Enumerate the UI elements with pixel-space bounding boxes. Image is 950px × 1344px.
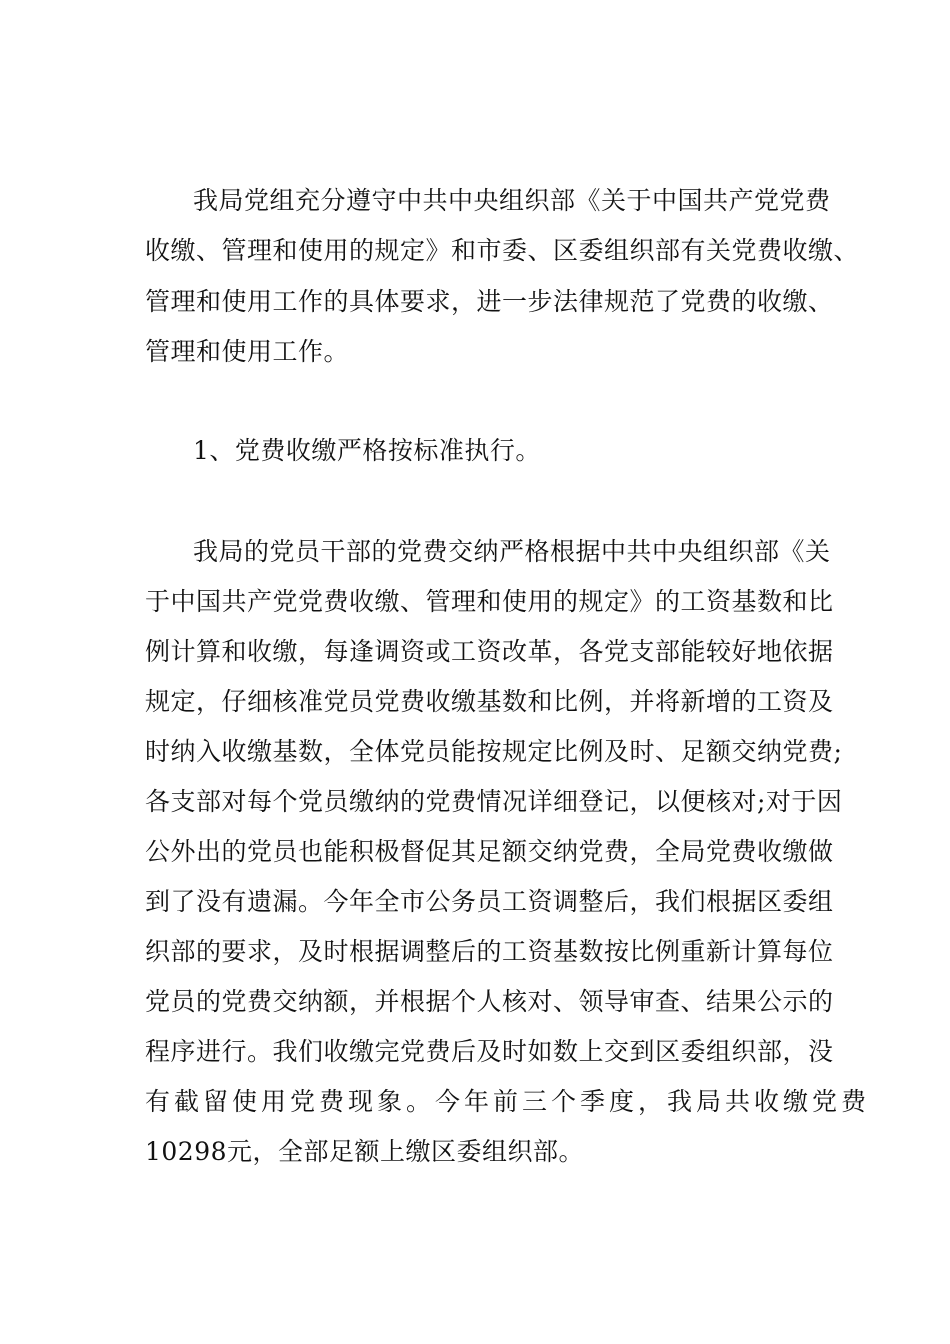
paragraph-1-line-1: 我局党组充分遵守中共中央组织部《关于中国共产党党费 — [193, 186, 831, 215]
paragraph-2-line-6: 各支部对每个党员缴纳的党费情况详细登记，以便核对;对于因 — [145, 787, 843, 816]
paragraph-2-line-13: 10298元，全部足额上缴区委组织部。 — [145, 1137, 585, 1166]
paragraph-2-line-7: 公外出的党员也能积极督促其足额交纳党费，全局党费收缴做 — [145, 837, 834, 866]
paragraph-2-line-3: 例计算和收缴，每逢调资或工资改革，各党支部能较好地依据 — [145, 637, 834, 666]
paragraph-2-line-5: 时纳入收缴基数，全体党员能按规定比例及时、足额交纳党费; — [145, 737, 843, 766]
paragraph-1-line-4: 管理和使用工作。 — [145, 337, 350, 366]
paragraph-2-line-11: 程序进行。我们收缴完党费后及时如数上交到区委组织部，没 — [145, 1037, 834, 1066]
paragraph-2-line-4: 规定，仔细核准党员党费收缴基数和比例，并将新增的工资及 — [145, 687, 834, 716]
paragraph-2-line-1: 我局的党员干部的党费交纳严格根据中共中央组织部《关 — [193, 537, 831, 566]
paragraph-2-line-8: 到了没有遗漏。今年全市公务员工资调整后，我们根据区委组 — [145, 887, 834, 916]
paragraph-2-line-9: 织部的要求，及时根据调整后的工资基数按比例重新计算每位 — [145, 937, 834, 966]
paragraph-2-line-12: 有截留使用党费现象。今年前三个季度，我局共收缴党费 — [145, 1087, 871, 1116]
paragraph-2-line-2: 于中国共产党党费收缴、管理和使用的规定》的工资基数和比 — [145, 587, 834, 616]
paragraph-1-line-2: 收缴、管理和使用的规定》和市委、区委组织部有关党费收缴、 — [145, 236, 860, 265]
paragraph-2-line-10: 党员的党费交纳额，并根据个人核对、领导审查、结果公示的 — [145, 987, 834, 1016]
paragraph-1-line-3: 管理和使用工作的具体要求，进一步法律规范了党费的收缴、 — [145, 287, 834, 316]
section-heading-1: 1、党费收缴严格按标准执行。 — [193, 436, 541, 465]
